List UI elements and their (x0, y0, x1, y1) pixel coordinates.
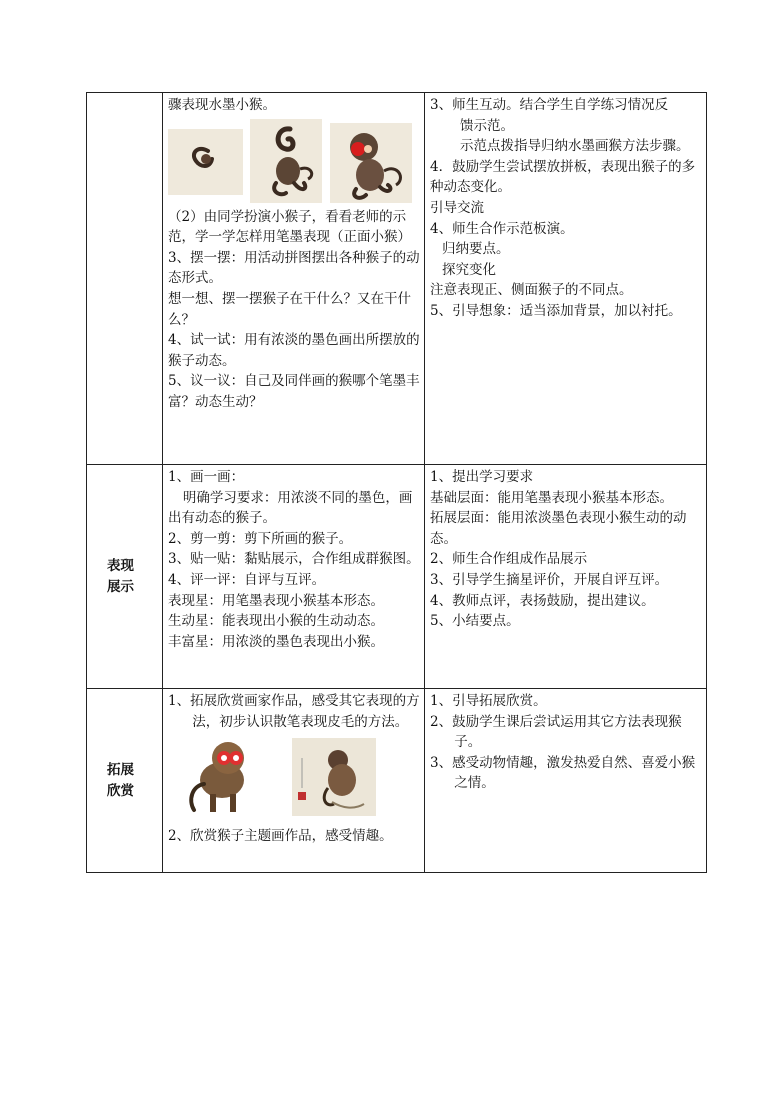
teacher-text: 2、师生合作组成作品展示 (430, 551, 588, 568)
ink-monkey-painting-image (292, 738, 376, 816)
student-text: 4、评一评：自评与互评。 (168, 571, 326, 588)
student-text: 3、贴一贴：黏贴展示，合作组成群猴图。 (168, 551, 420, 568)
teacher-text: 示范点拨指导归纳水墨画猴方法步骤。 (460, 138, 690, 155)
teacher-text: 1、提出学习要求 (430, 469, 534, 485)
teacher-text: 引导交流 (430, 199, 484, 216)
teacher-text: 1、引导拓展欣赏。 (430, 693, 547, 709)
student-text: 5、议一议：自己及同伴画的猴哪个笔墨丰富？动态生动？ (168, 373, 420, 410)
student-text: 4、试一试：用有浓淡的墨色画出所摆放的猴子动态。 (168, 332, 420, 369)
student-text: 想一想、摆一摆猴子在干什么？又在干什么？ (168, 290, 411, 328)
artwork-images (168, 734, 420, 820)
teacher-text: 归纳要点。 (442, 241, 510, 258)
teacher-text: 馈示范。 (460, 117, 514, 134)
student-activity-cell (163, 465, 425, 689)
teacher-text: 3、感受动物情趣，激发热爱自然、喜爱小猴之情。 (430, 754, 696, 792)
table-row (87, 465, 707, 689)
student-activity-cell (163, 689, 425, 873)
teacher-activity-cell (425, 465, 707, 689)
teacher-text: 探究变化 (442, 261, 496, 278)
demo-images (168, 119, 420, 203)
cartoon-monkey-painting-image (172, 736, 256, 818)
teacher-activity-cell (425, 93, 707, 465)
teacher-text: 基础层面：能用笔墨表现小猴基本形态。 (430, 489, 673, 506)
teacher-text: 5、引导想象：适当添加背景，加以衬托。 (430, 302, 682, 319)
student-text: 表现星：用笔墨表现小猴基本形态。 (168, 592, 384, 609)
student-text: 骤表现水墨小猴。 (168, 97, 276, 113)
stage-cell (87, 93, 163, 465)
monkey-sketch-step2-image (250, 119, 322, 203)
student-text: 明确学习要求：用浓淡不同的墨色，画出有动态的猴子。 (168, 489, 413, 527)
monkey-sketch-step3-image (330, 123, 412, 203)
student-text: 生动星：能表现出小猴的生动动态。 (168, 613, 384, 630)
stage-cell (87, 465, 163, 689)
student-text: 1、画一画： (168, 469, 245, 485)
teacher-text: 5、小结要点。 (430, 613, 520, 630)
teacher-text: 3、引导学生摘星评价，开展自评互评。 (430, 571, 669, 588)
teacher-text: 4．鼓励学生尝试摆放拼板，表现出猴子的多种动态变化。 (430, 158, 696, 196)
table-row (87, 93, 707, 465)
stage-label: 表现展示 (107, 557, 134, 595)
lesson-plan-table (86, 92, 707, 873)
teacher-text: 注意表现正、侧面猴子的不同点。 (430, 282, 633, 299)
student-text: 2、剪一剪：剪下所画的猴子。 (168, 530, 353, 547)
stage-cell (87, 689, 163, 873)
student-text: （2）由同学扮演小猴子，看看老师的示范，学一学怎样用笔墨表现（正面小猴） (168, 208, 411, 246)
teacher-text: 4、教师点评，表扬鼓励，提出建议。 (430, 592, 655, 609)
table-row (87, 689, 707, 873)
teacher-activity-cell (425, 689, 707, 873)
teacher-text: 2、鼓励学生课后尝试运用其它方法表现猴子。 (430, 713, 682, 751)
student-text: 1、拓展欣赏画家作品，感受其它表现的方法，初步认识散笔表现皮毛的方法。 (168, 693, 420, 730)
student-text: 3、摆一摆：用活动拼图摆出各种猴子的动态形式。 (168, 249, 420, 287)
student-activity-cell (163, 93, 425, 465)
monkey-sketch-step1-image (168, 129, 243, 195)
stage-label: 拓展欣赏 (107, 761, 134, 799)
teacher-text: 拓展层面：能用浓淡墨色表现小猴生动的动态。 (430, 510, 687, 547)
teacher-text: 4、师生合作示范板演。 (430, 220, 574, 237)
teacher-text: 3、师生互动。结合学生自学练习情况反 (430, 97, 669, 113)
student-text: 2、欣赏猴子主题画作品，感受情趣。 (168, 828, 393, 845)
student-text: 丰富星：用浓淡的墨色表现出小猴。 (168, 633, 384, 650)
